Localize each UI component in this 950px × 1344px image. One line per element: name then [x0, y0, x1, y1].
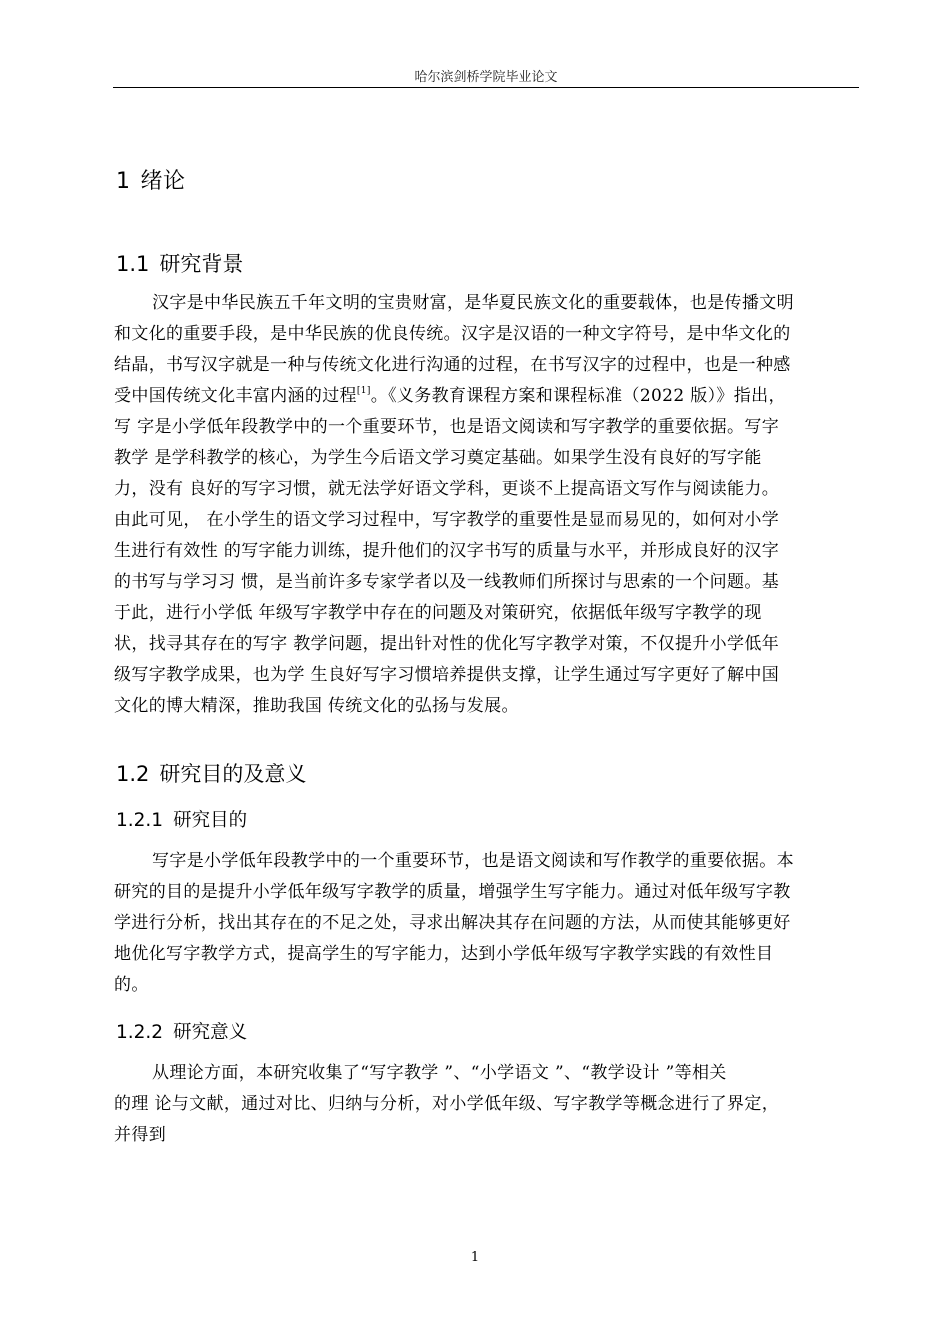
paragraph-research-background: [114, 288, 859, 722]
text-line: 地优化写字教学方式，提高学生的写字能力，达到小学低年级写字教学实践的有效性目: [114, 944, 774, 964]
subsection-title: 研究目的: [173, 810, 248, 831]
text-line: 写字是小学低年段教学中的一个重要环节，也是语文阅读和写作教学的重要依据。本: [152, 851, 794, 871]
paragraph-research-purpose: [114, 846, 859, 1001]
section-heading-1-2: [116, 758, 306, 788]
text-line: 由此可见， 在小学生的语文学习过程中，写字教学的重要性是显而易见的，如何对小学: [114, 510, 780, 530]
text-line: 生进行有效性 的写字能力训练，提升他们的汉字书写的质量与水平，并形成良好的汉字: [114, 541, 780, 561]
subsection-title: 研究意义: [173, 1022, 248, 1043]
chapter-title: 绪论: [140, 169, 186, 194]
page-number: 1: [470, 1250, 480, 1265]
text-segment: 受中国传统文化丰富内涵的过程: [114, 386, 357, 406]
subsection-heading-1-2-2: [116, 1018, 247, 1044]
text-line: 级写字教学成果，也为学 生良好写字习惯培养提供支撑，让学生通过写字更好了解中国: [114, 665, 780, 685]
text-line: 于此，进行小学低 年级写字教学中存在的问题及对策研究，依据低年级写字教学的现: [114, 603, 762, 623]
text-line: 并得到: [114, 1125, 167, 1145]
text-line: 力，没有 良好的写字习惯，就无法学好语文学科，更谈不上提高语文写作与阅读能力。: [114, 479, 780, 499]
text-line: 文化的博大精深，推助我国 传统文化的弘扬与发展。: [114, 696, 519, 716]
text-line: 研究的目的是提升小学低年级写字教学的质量，增强学生写字能力。通过对低年级写字教: [114, 882, 791, 902]
chapter-heading: [116, 164, 186, 195]
text-line: 和文化的重要手段，是中华民族的优良传统。汉字是汉语的一种文字符号，是中华文化的: [114, 324, 791, 344]
text-line: 结晶，书写汉字就是一种与传统文化进行沟通的过程，在书写汉字的过程中，也是一种感: [114, 355, 791, 375]
section-number: 1.1: [116, 252, 150, 276]
text-line: 汉字是中华民族五千年文明的宝贵财富，是华夏民族文化的重要载体，也是传播文明: [152, 293, 794, 313]
citation-marker: [1]: [356, 386, 371, 396]
section-heading-1-1: [116, 248, 243, 278]
text-line: 的书写与学习习 惯，是当前许多专家学者以及一线教师们所探讨与思索的一个问题。基: [114, 572, 780, 592]
page-header: 哈尔滨剑桥学院毕业论文: [414, 70, 558, 85]
text-line: 状，找寻其存在的写字 教学问题，提出针对性的优化写字教学对策，不仅提升小学低年: [114, 634, 780, 654]
section-title: 研究背景: [159, 252, 244, 276]
text-segment: 。《义务教育课程方案和课程标准（2022 版）》指出，: [370, 386, 786, 406]
chapter-number: 1: [116, 169, 131, 194]
text-line: 从理论方面，本研究收集了“写字教学 ”、“小学语文 ”、“教学设计 ”等相关: [152, 1063, 727, 1083]
paragraph-research-significance: [114, 1058, 859, 1151]
section-number: 1.2: [116, 762, 150, 786]
text-line: 学进行分析，找出其存在的不足之处，寻求出解决其存在问题的方法，从而使其能够更好: [114, 913, 791, 933]
text-line-with-citation: [114, 381, 859, 412]
section-title: 研究目的及意义: [159, 762, 307, 786]
text-line: 的。: [114, 975, 149, 995]
subsection-number: 1.2.1: [116, 810, 164, 831]
text-line: 写 字是小学低年段教学中的一个重要环节，也是语文阅读和写字教学的重要依据。写字: [114, 417, 780, 437]
subsection-heading-1-2-1: [116, 806, 247, 832]
subsection-number: 1.2.2: [116, 1022, 164, 1043]
header-rule: [113, 87, 859, 88]
text-line: 的理 论与文献，通过对比、归纳与分析，对小学低年级、写字教学等概念进行了界定，: [114, 1094, 780, 1114]
text-line: 教学 是学科教学的核心，为学生今后语文学习奠定基础。如果学生没有良好的写字能: [114, 448, 762, 468]
